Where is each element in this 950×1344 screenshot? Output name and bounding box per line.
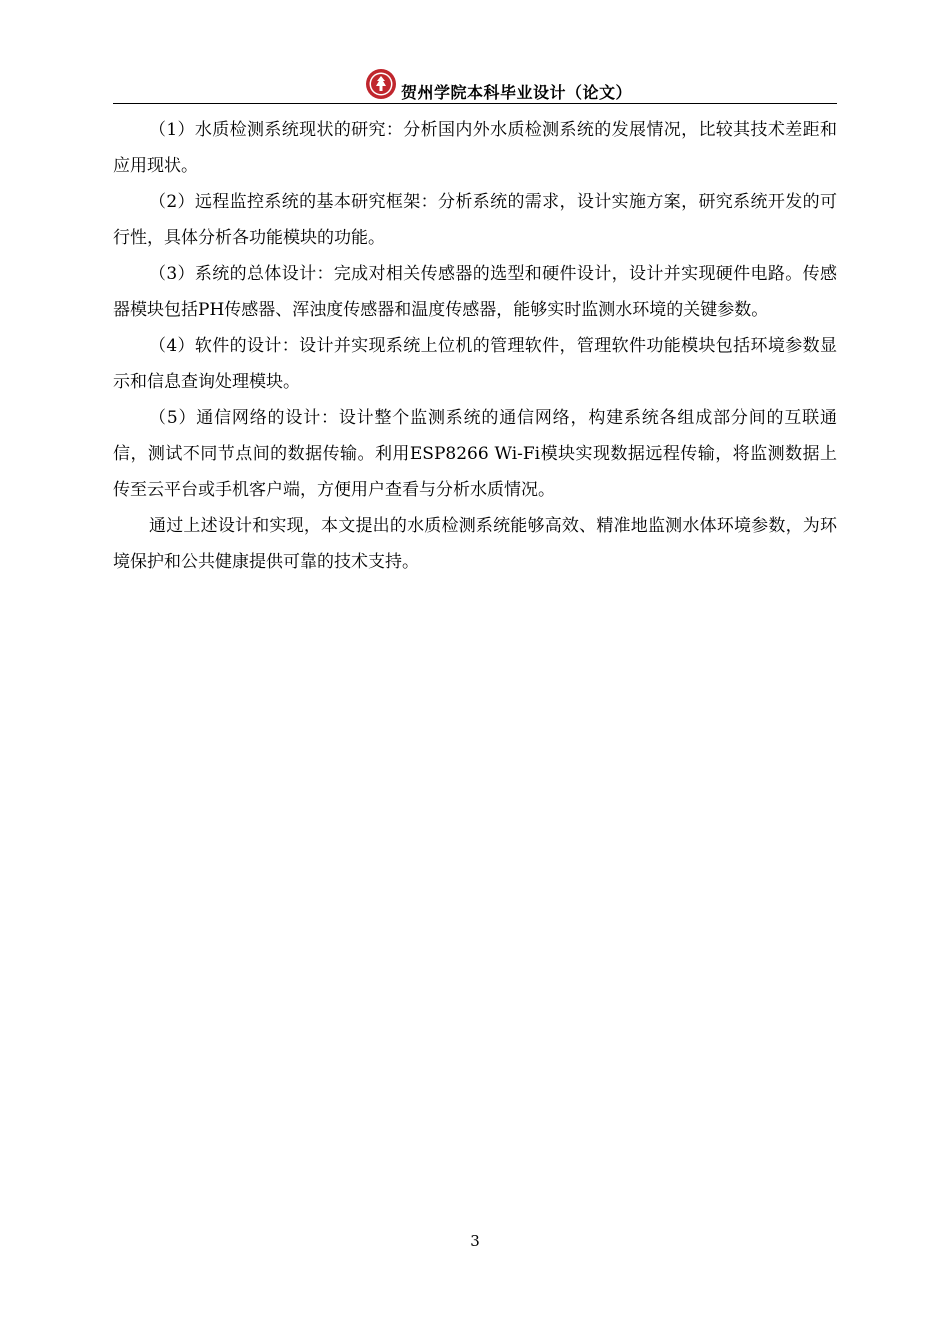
college-seal-icon	[365, 68, 397, 100]
page-header	[113, 66, 837, 104]
paragraph: （5）通信网络的设计：设计整个监测系统的通信网络，构建系统各组成部分间的互联通信，测试不同节点间的数据传输。利用ESP8266 Wi-Fi模块实现数据远程传输，将监测数据上传至云平台或手机客户端，方便用户查看与分析水质情况。	[113, 408, 837, 500]
paragraph: （2）远程监控系统的基本研究框架：分析系统的需求，设计实施方案，研究系统开发的可行性，具体分析各功能模块的功能。	[113, 192, 837, 248]
paragraph: （1）水质检测系统现状的研究：分析国内外水质检测系统的发展情况，比较其技术差距和应用现状。	[113, 120, 837, 176]
page-number: 3	[470, 1232, 480, 1250]
header-title: 贺州学院本科毕业设计（论文）	[401, 83, 633, 102]
body-text	[113, 112, 837, 580]
paragraph: （3）系统的总体设计：完成对相关传感器的选型和硬件设计，设计并实现硬件电路。传感器模块包括PH传感器、浑浊度传感器和温度传感器，能够实时监测水环境的关键参数。	[113, 264, 837, 320]
paragraph: （4）软件的设计：设计并实现系统上位机的管理软件，管理软件功能模块包括环境参数显示和信息查询处理模块。	[113, 336, 837, 392]
paragraph: 通过上述设计和实现，本文提出的水质检测系统能够高效、精准地监测水体环境参数，为环境保护和公共健康提供可靠的技术支持。	[113, 516, 837, 572]
